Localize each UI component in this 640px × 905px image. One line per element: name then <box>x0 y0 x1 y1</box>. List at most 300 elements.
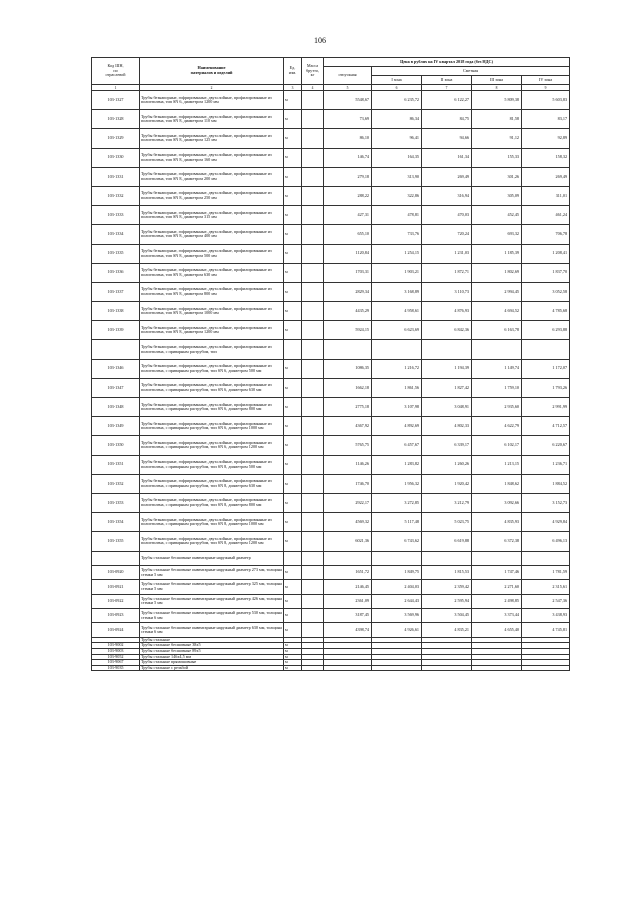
row-name: Трубы безнапорные, гофрированные, двухслойные, профилированные из полиэтилена, с приварным раструбом, тип SN 6, диаметром 1000 мм <box>140 417 284 436</box>
row-unit: м <box>284 282 302 301</box>
row-zone-1-price: 1 903,21 <box>372 263 422 282</box>
row-code: 103-1330 <box>92 148 140 167</box>
header-unit: Ед. изм. <box>284 58 302 85</box>
row-mass <box>302 244 324 263</box>
row-base-price: 427,31 <box>324 206 372 225</box>
row-zone-2-price: 6 339,17 <box>422 436 472 455</box>
row-zone-1-price: 1 861,56 <box>372 378 422 397</box>
row-zone-2-price: 6 619,88 <box>422 532 472 551</box>
row-code: 103-1355 <box>92 532 140 551</box>
row-name: Трубы стальные 146х4,5 мм <box>140 654 284 660</box>
row-mass <box>302 263 324 282</box>
header-mass: Масса брутто, кг <box>302 58 324 85</box>
row-zone-3-price: 91,12 <box>472 129 522 148</box>
row-name: Трубы стальные бесшовные инвентарные наружный диаметр 325 мм, толщина стенки 5 мм <box>140 580 284 594</box>
row-zone-2-price <box>422 340 472 359</box>
row-zone-4-price: 2 547,36 <box>522 594 570 608</box>
row-zone-3-price: 81,58 <box>472 110 522 129</box>
row-zone-3-price: 693,32 <box>472 225 522 244</box>
row-base-price: 1703,31 <box>324 263 372 282</box>
row-unit: м <box>284 609 302 623</box>
row-base-price: 1651,72 <box>324 565 372 579</box>
row-zone-2-price: 1 231,03 <box>422 244 472 263</box>
row-zone-1-price: 6 623,69 <box>372 321 422 340</box>
row-base-price <box>324 340 372 359</box>
row-base-price <box>324 551 372 565</box>
row-name: Трубы безнапорные, гофрированные, двухслойные, профилированные из полиэтилена, с приварным раструбом, тип SN 8, диаметром 1200 мм <box>140 532 284 551</box>
row-unit: м <box>284 594 302 608</box>
row-unit: м <box>284 302 302 321</box>
row-name: Трубы стальные бесшовные инвентарные наружный диаметр 273 мм, толщина стенки 5 мм <box>140 565 284 579</box>
row-zone-4-price: 6 293,88 <box>522 321 570 340</box>
row-base-price: 4569,32 <box>324 513 372 532</box>
row-mass <box>302 378 324 397</box>
row-unit: м <box>284 321 302 340</box>
row-base-price: 73,69 <box>324 110 372 129</box>
row-zone-3-price: 1 213,15 <box>472 455 522 474</box>
row-zone-2-price: 1 827,42 <box>422 378 472 397</box>
row-zone-3-price: 305,09 <box>472 186 522 205</box>
row-zone-3-price: 3 092,66 <box>472 493 522 512</box>
row-base-price: 2361,09 <box>324 594 372 608</box>
row-code: 103-1334 <box>92 225 140 244</box>
header-zone-3: III зона <box>472 76 522 85</box>
row-zone-4-price: 3 438,93 <box>522 609 570 623</box>
row-zone-1-price: 3 569,96 <box>372 609 422 623</box>
row-zone-3-price: 2 935,60 <box>472 398 522 417</box>
row-code: 103-1346 <box>92 359 140 378</box>
table-row <box>92 359 570 378</box>
row-zone-3-price: 1 185,39 <box>472 244 522 263</box>
row-code: 103-1353 <box>92 493 140 512</box>
row-zone-4-price: 269,49 <box>522 167 570 186</box>
row-zone-3-price <box>472 665 522 671</box>
row-name: Трубы безнапорные, гофрированные, двухслойные, профилированные из полиэтилена, тип SN 8, диаметром 160 мм <box>140 148 284 167</box>
row-base-price: 4398,74 <box>324 623 372 637</box>
row-name: Трубы безнапорные, гофрированные, двухслойные, профилированные из полиэтилена, тип SN 8, диаметром 250 мм <box>140 186 284 205</box>
row-mass <box>302 206 324 225</box>
row-mass <box>302 532 324 551</box>
row-mass <box>302 493 324 512</box>
row-zone-4-price: 1 208,41 <box>522 244 570 263</box>
row-zone-4-price: 92,89 <box>522 129 570 148</box>
row-zone-3-price: 1 149,74 <box>472 359 522 378</box>
row-name: Трубы безнапорные, гофрированные, двухслойные, профилированные из полиэтилена, тип SN 8, диаметром 1000 мм <box>140 302 284 321</box>
row-base-price: 4367,92 <box>324 417 372 436</box>
row-zone-1-price: 3 107,98 <box>372 398 422 417</box>
header-smety: Сметная <box>372 67 570 76</box>
row-mass <box>302 417 324 436</box>
row-unit: м <box>284 643 302 649</box>
row-mass <box>302 359 324 378</box>
header-code: Код ШН, по отраслевой <box>92 58 140 85</box>
row-base-price: 5765,75 <box>324 436 372 455</box>
row-zone-4-price: 3 052,58 <box>522 282 570 301</box>
row-zone-1-price: 6 457,67 <box>372 436 422 455</box>
row-name: Трубы безнапорные, гофрированные, двухслойные, профилированные из полиэтилена, с приварным раструбом, тип SN 8, диаметром 500 мм <box>140 455 284 474</box>
row-zone-2-price: 269,49 <box>422 167 472 186</box>
row-zone-4-price: 6 220,67 <box>522 436 570 455</box>
row-zone-4-price <box>522 665 570 671</box>
row-name: Трубы безнапорные, гофрированные, двухслойные, профилированные из полиэтилена, с приварным раструбом, тип SN 8, диаметром 630 мм <box>140 474 284 493</box>
row-base-price: 1120,84 <box>324 244 372 263</box>
row-code: 103-0922 <box>92 594 140 608</box>
row-zone-3-price: 452,45 <box>472 206 522 225</box>
row-base-price: 279,18 <box>324 167 372 186</box>
row-unit <box>284 340 302 359</box>
table-row <box>92 91 570 110</box>
row-unit <box>284 551 302 565</box>
row-zone-3-price: 2 498,85 <box>472 594 522 608</box>
row-zone-4-price <box>522 551 570 565</box>
row-zone-4-price: 4 745,81 <box>522 623 570 637</box>
row-mass <box>302 609 324 623</box>
col-num-9: 9 <box>522 85 570 91</box>
table-row <box>92 594 570 608</box>
row-name: Трубы безнапорные, гофрированные, двухслойные, профилированные из полиэтилена, с приварным раструбом, тип SN 6, диаметром 1200 мм <box>140 436 284 455</box>
row-zone-1-price <box>372 340 422 359</box>
row-zone-3-price: 4 835,93 <box>472 513 522 532</box>
row-name: Трубы безнапорные, гофрированные, двухслойные, профилированные из полиэтилена, тип SN 8, диаметром 110 мм <box>140 110 284 129</box>
row-unit: м <box>284 206 302 225</box>
row-zone-2-price: 4 802,33 <box>422 417 472 436</box>
row-zone-2-price: 5 023,75 <box>422 513 472 532</box>
row-mass <box>302 340 324 359</box>
row-name: Трубы стальные с резьбой <box>140 665 284 671</box>
row-zone-1-price: 1 849,75 <box>372 565 422 579</box>
row-name: Трубы стальные прямошовные <box>140 660 284 666</box>
row-unit: м <box>284 649 302 655</box>
table-row <box>92 455 570 474</box>
row-zone-3-price <box>472 340 522 359</box>
col-num-3: 3 <box>284 85 302 91</box>
row-base-price: 288,22 <box>324 186 372 205</box>
row-zone-2-price: 316,94 <box>422 186 472 205</box>
row-zone-2-price: 84,75 <box>422 110 472 129</box>
row-mass <box>302 186 324 205</box>
row-mass <box>302 91 324 110</box>
table-row <box>92 167 570 186</box>
row-base-price: 3187,45 <box>324 609 372 623</box>
header-zone-1: I зона <box>372 76 422 85</box>
page-number: 106 <box>314 36 326 45</box>
row-zone-4-price <box>522 340 570 359</box>
table-row <box>92 206 570 225</box>
table-row <box>92 623 570 637</box>
table-row <box>92 580 570 594</box>
row-zone-2-price: 2 595,94 <box>422 594 472 608</box>
row-zone-3-price: 155,33 <box>472 148 522 167</box>
table-row <box>92 263 570 282</box>
col-num-1: 1 <box>92 85 140 91</box>
row-zone-2-price: 1 260,26 <box>422 455 472 474</box>
row-unit: м <box>284 580 302 594</box>
row-zone-2-price: 470,03 <box>422 206 472 225</box>
row-name: Трубы безнапорные, гофрированные, двухслойные, профилированные из полиэтилена, с приварным раструбом, тип <box>140 340 284 359</box>
row-code: 103-0924 <box>92 623 140 637</box>
row-zone-2-price: 161,34 <box>422 148 472 167</box>
table-row <box>92 665 570 671</box>
row-unit: м <box>284 474 302 493</box>
row-zone-2-price: 2 359,42 <box>422 580 472 594</box>
row-code: 103-1332 <box>92 186 140 205</box>
row-mass <box>302 513 324 532</box>
table-row <box>92 417 570 436</box>
col-num-2: 2 <box>140 85 284 91</box>
row-zone-4-price: 461,24 <box>522 206 570 225</box>
row-name: Трубы стальные бесшовные 89х5 <box>140 649 284 655</box>
row-name: Трубы стальные бесшовные инвентарные наружный диаметр <box>140 551 284 565</box>
row-zone-1-price: 1 283,82 <box>372 455 422 474</box>
row-zone-3-price: 2 994,45 <box>472 282 522 301</box>
table-row <box>92 398 570 417</box>
row-zone-3-price: 2 271,60 <box>472 580 522 594</box>
row-zone-3-price: 4 694,52 <box>472 302 522 321</box>
row-name: Трубы безнапорные, гофрированные, двухслойные, профилированные из полиэтилена, тип SN 8, диаметром 500 мм <box>140 244 284 263</box>
row-zone-2-price: 3 212,79 <box>422 493 472 512</box>
row-code: 103-9002 <box>92 643 140 649</box>
row-unit: м <box>284 167 302 186</box>
row-zone-2-price: 1 194,39 <box>422 359 472 378</box>
row-name: Трубы безнапорные, гофрированные, двухслойные, профилированные из полиэтилена, тип SN 8, диаметром 125 мм <box>140 129 284 148</box>
row-zone-4-price: 1 781,59 <box>522 565 570 579</box>
row-unit: м <box>284 110 302 129</box>
row-zone-3-price: 6 102,17 <box>472 436 522 455</box>
row-zone-1-price: 86,34 <box>372 110 422 129</box>
row-zone-1-price: 6 235,72 <box>372 91 422 110</box>
table-row <box>92 474 570 493</box>
row-code: 103-1336 <box>92 263 140 282</box>
table-row <box>92 282 570 301</box>
row-code: 103-1327 <box>92 91 140 110</box>
row-zone-1-price: 4 892,69 <box>372 417 422 436</box>
row-code: 103-1354 <box>92 513 140 532</box>
row-zone-2-price <box>422 665 472 671</box>
row-zone-1-price: 1 956,32 <box>372 474 422 493</box>
row-zone-1-price: 2 644,43 <box>372 594 422 608</box>
row-unit: м <box>284 654 302 660</box>
row-name: Трубы стальные бесшовные инвентарные наружный диаметр 530 мм, толщина стенки 6 мм <box>140 609 284 623</box>
row-code: 103-9035 <box>92 665 140 671</box>
row-base-price: 6021,36 <box>324 532 372 551</box>
row-unit: м <box>284 359 302 378</box>
row-zone-3-price: 6 163,78 <box>472 321 522 340</box>
row-zone-3-price: 5 809,38 <box>472 91 522 110</box>
table-row <box>92 378 570 397</box>
col-num-4: 4 <box>302 85 324 91</box>
row-code: 103-1338 <box>92 302 140 321</box>
row-code: 103-0920 <box>92 565 140 579</box>
row-zone-4-price: 2 315,61 <box>522 580 570 594</box>
row-base-price: 4435,29 <box>324 302 372 321</box>
table-row <box>92 302 570 321</box>
row-zone-4-price: 5 603,83 <box>522 91 570 110</box>
row-zone-3-price <box>472 551 522 565</box>
row-unit: м <box>284 186 302 205</box>
row-name: Трубы безнапорные, гофрированные, двухслойные, профилированные из полиэтилена, тип SN 8, диаметром 800 мм <box>140 282 284 301</box>
row-name: Трубы безнапорные, гофрированные, двухслойные, профилированные из полиэтилена, тип SN 8, диаметром 200 мм <box>140 167 284 186</box>
row-unit: м <box>284 263 302 282</box>
row-code: 103-1335 <box>92 244 140 263</box>
table-row <box>92 551 570 565</box>
row-zone-2-price: 1 872,71 <box>422 263 472 282</box>
row-code <box>92 551 140 565</box>
row-unit: м <box>284 378 302 397</box>
row-mass <box>302 565 324 579</box>
row-name: Трубы безнапорные, гофрированные, двухслойные, профилированные из полиэтилена, тип SN 8, диаметром 315 мм <box>140 206 284 225</box>
row-zone-1-price: 1 254,15 <box>372 244 422 263</box>
row-unit: м <box>284 244 302 263</box>
row-mass <box>302 436 324 455</box>
row-code: 103-9052 <box>92 654 140 660</box>
row-name: Трубы безнапорные, гофрированные, двухслойные, профилированные из полиэтилена, тип SN 8, диаметром 400 мм <box>140 225 284 244</box>
row-code: 103-1337 <box>92 282 140 301</box>
row-name: Трубы безнапорные, гофрированные, двухслойные, профилированные из полиэтилена, с приварным раструбом, тип SN 6, диаметром 800 мм <box>140 398 284 417</box>
row-name: Трубы безнапорные, гофрированные, двухслойные, профилированные из полиэтилена, тип SN 8, диаметром 1200 мм <box>140 321 284 340</box>
header-price-title: Цена в рублях на IV квартал 2018 года (без НДС) <box>324 58 570 67</box>
row-mass <box>302 455 324 474</box>
row-name: Трубы безнапорные, гофрированные, двухслойные, профилированные из полиэтилена, с приварным раструбом, тип SN 8, диаметром 1000 мм <box>140 513 284 532</box>
row-unit: м <box>284 493 302 512</box>
row-name: Трубы безнапорные, гофрированные, двухслойные, профилированные из полиэтилена, с приварным раструбом, тип SN 6, диаметром 630 мм <box>140 378 284 397</box>
row-mass <box>302 321 324 340</box>
row-mass <box>302 167 324 186</box>
table-row <box>92 565 570 579</box>
row-unit: м <box>284 532 302 551</box>
row-zone-1-price: 478,81 <box>372 206 422 225</box>
row-code: 103-1349 <box>92 417 140 436</box>
row-mass <box>302 623 324 637</box>
row-zone-1-price: 313,90 <box>372 167 422 186</box>
row-zone-2-price: 6 122,27 <box>422 91 472 110</box>
row-zone-4-price: 706,78 <box>522 225 570 244</box>
row-unit: м <box>284 513 302 532</box>
row-base-price: 5924,15 <box>324 321 372 340</box>
row-zone-4-price: 4 785,68 <box>522 302 570 321</box>
row-zone-2-price: 4 835,21 <box>422 623 472 637</box>
row-base-price: 86,10 <box>324 129 372 148</box>
row-unit: м <box>284 398 302 417</box>
row-zone-2-price <box>422 551 472 565</box>
header-base-price: отпускная <box>324 67 372 85</box>
table-row <box>92 493 570 512</box>
row-name: Трубы безнапорные, гофрированные, двухслойные, профилированные из полиэтилена, с приварным раструбом, тип SN 6, диаметром 500 мм <box>140 359 284 378</box>
row-code: 103-1348 <box>92 398 140 417</box>
row-name: Трубы стальные бесшовные инвентарные наружный диаметр 630 мм, толщина стенки 6 мм <box>140 623 284 637</box>
table-row <box>92 609 570 623</box>
table-row <box>92 436 570 455</box>
row-zone-3-price: 3 373,44 <box>472 609 522 623</box>
row-zone-2-price: 3 110,73 <box>422 282 472 301</box>
row-name: Трубы стальные бесшовные инвентарные наружный диаметр 426 мм, толщина стенки 5 мм <box>140 594 284 608</box>
row-code: 103-1331 <box>92 167 140 186</box>
row-zone-4-price: 83,17 <box>522 110 570 129</box>
row-code: 103-1328 <box>92 110 140 129</box>
row-zone-1-price: 733,76 <box>372 225 422 244</box>
row-base-price: 1662,18 <box>324 378 372 397</box>
row-mass <box>302 594 324 608</box>
table-row <box>92 110 570 129</box>
row-mass <box>302 129 324 148</box>
row-base-price <box>324 665 372 671</box>
row-zone-4-price: 1 172,07 <box>522 359 570 378</box>
row-zone-3-price: 4 622,79 <box>472 417 522 436</box>
row-zone-1-price: 4 926,61 <box>372 623 422 637</box>
row-zone-3-price: 1 747,46 <box>472 565 522 579</box>
table-row <box>92 148 570 167</box>
row-mass <box>302 474 324 493</box>
row-code: 103-0921 <box>92 580 140 594</box>
row-code: 103-9003 <box>92 649 140 655</box>
row-zone-2-price: 1 920,42 <box>422 474 472 493</box>
table-row <box>92 186 570 205</box>
row-zone-1-price: 5 117,48 <box>372 513 422 532</box>
row-unit: м <box>284 148 302 167</box>
row-name: Трубы стальные <box>140 637 284 643</box>
row-zone-2-price: 720,24 <box>422 225 472 244</box>
row-code: 103-0923 <box>92 609 140 623</box>
row-zone-1-price: 164,35 <box>372 148 422 167</box>
row-base-price: 1746,70 <box>324 474 372 493</box>
row-zone-2-price: 6 842,36 <box>422 321 472 340</box>
row-code <box>92 340 140 359</box>
col-num-5: 5 <box>324 85 372 91</box>
row-mass <box>302 110 324 129</box>
row-zone-1-price: 96,41 <box>372 129 422 148</box>
table-row <box>92 532 570 551</box>
row-name: Трубы безнапорные, гофрированные, двухслойные, профилированные из полиэтилена, тип SN 6, диаметром 1200 мм <box>140 91 284 110</box>
row-base-price: 2146,45 <box>324 580 372 594</box>
row-zone-1-price: 6 743,62 <box>372 532 422 551</box>
row-zone-2-price: 94,66 <box>422 129 472 148</box>
row-zone-4-price: 158,32 <box>522 148 570 167</box>
row-mass <box>302 398 324 417</box>
row-zone-1-price: 3 272,85 <box>372 493 422 512</box>
row-code: 103-1351 <box>92 455 140 474</box>
row-zone-1-price: 322,86 <box>372 186 422 205</box>
row-unit: м <box>284 660 302 666</box>
row-unit: м <box>284 91 302 110</box>
row-code: 103-1333 <box>92 206 140 225</box>
table-row <box>92 225 570 244</box>
row-zone-3-price: 301,26 <box>472 167 522 186</box>
row-name: Трубы безнапорные, гофрированные, двухслойные, профилированные из полиэтилена, с приварным раструбом, тип SN 8, диаметром 800 мм <box>140 493 284 512</box>
row-mass <box>302 148 324 167</box>
row-zone-4-price: 3 152,73 <box>522 493 570 512</box>
row-zone-4-price: 6 496,13 <box>522 532 570 551</box>
col-num-7: 7 <box>422 85 472 91</box>
row-mass <box>302 665 324 671</box>
row-zone-3-price: 1 802,69 <box>472 263 522 282</box>
row-name: Трубы стальные бесшовные 38х5 <box>140 643 284 649</box>
row-zone-2-price: 3 048,91 <box>422 398 472 417</box>
row-zone-3-price: 1 848,62 <box>472 474 522 493</box>
row-unit: м <box>284 225 302 244</box>
table-row <box>92 321 570 340</box>
row-zone-1-price: 2 404,03 <box>372 580 422 594</box>
row-mass <box>302 302 324 321</box>
row-zone-3-price: 6 372,38 <box>472 532 522 551</box>
row-mass <box>302 551 324 565</box>
row-base-price: 1146,26 <box>324 455 372 474</box>
row-base-price: 1086,35 <box>324 359 372 378</box>
row-code: 103-1352 <box>92 474 140 493</box>
row-base-price: 2775,18 <box>324 398 372 417</box>
row-code: 103-1350 <box>92 436 140 455</box>
row-name: Трубы безнапорные, гофрированные, двухслойные, профилированные из полиэтилена, тип SN 8, диаметром 630 мм <box>140 263 284 282</box>
header-zone-4: IV зона <box>522 76 570 85</box>
row-zone-3-price: 4 655,40 <box>472 623 522 637</box>
